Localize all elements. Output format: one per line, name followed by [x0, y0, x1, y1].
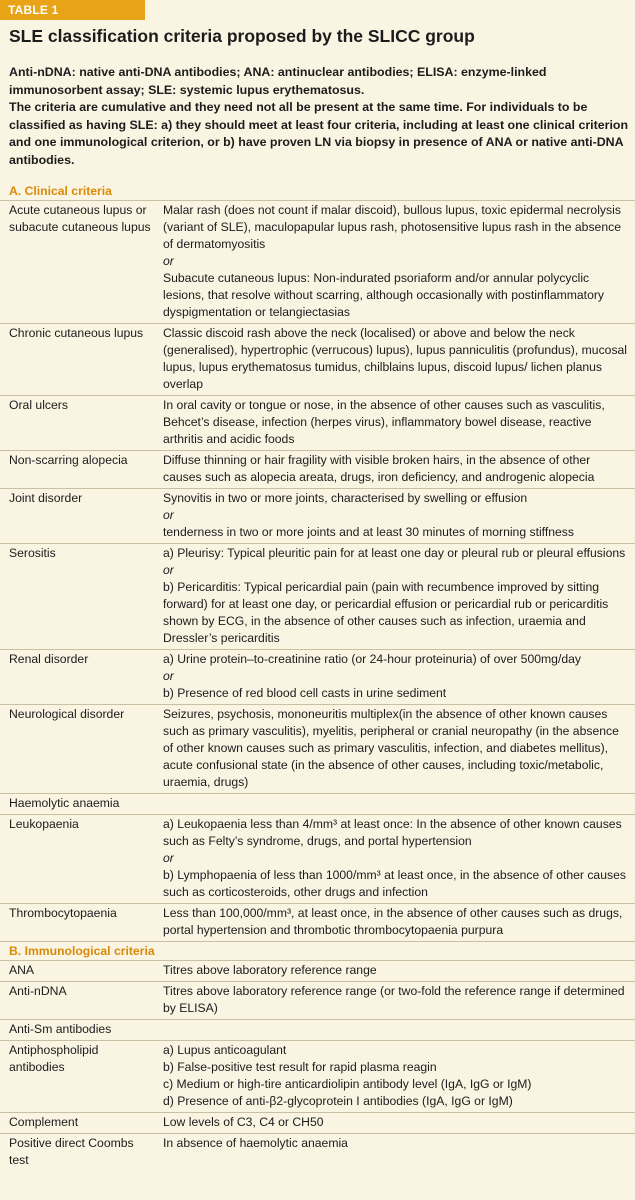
- criterion-name: Anti-Sm antibodies: [0, 1020, 155, 1041]
- table-row: [0, 489, 635, 544]
- criterion-name: Chronic cutaneous lupus: [0, 324, 155, 396]
- criterion-description: [155, 1113, 635, 1134]
- table-row: [0, 982, 635, 1020]
- criterion-line: a) Leukopaenia less than 4/mm³ at least once: In the absence of other known causes such as Felty’s syndrome, drugs, and portal hypertension: [163, 817, 622, 848]
- criterion-line: Titres above laboratory reference range: [163, 963, 377, 977]
- criteria-table: [0, 182, 635, 1171]
- criterion-description: [155, 705, 635, 794]
- criterion-name: Oral ulcers: [0, 396, 155, 451]
- or-separator: or: [163, 563, 174, 577]
- criterion-name: Leukopaenia: [0, 815, 155, 904]
- criterion-line: Titres above laboratory reference range (or two-fold the reference range if determined by ELISA): [163, 984, 625, 1015]
- section-heading-immunological: [0, 942, 635, 961]
- table-row: [0, 1020, 635, 1041]
- criterion-line: b) Pericarditis: Typical pericardial pain (pain with recumbence improved by sitting forward) for at least one day, or pericardial effusion or pericardial rub or pericarditis shown by ECG, in the absence of other causes such as infection, uraemia and Dressler’s pericarditis: [163, 580, 609, 645]
- table-row: [0, 544, 635, 650]
- section-heading-clinical: [0, 182, 635, 201]
- criterion-name: Serositis: [0, 544, 155, 650]
- criterion-name: Thrombocytopaenia: [0, 904, 155, 942]
- criterion-line: a) Urine protein–to-creatinine ratio (or 24-hour proteinuria) of over 500mg/day: [163, 652, 581, 666]
- criterion-line: a) Lupus anticoagulant: [163, 1043, 287, 1057]
- criterion-line: In absence of haemolytic anaemia: [163, 1136, 348, 1150]
- table-row: [0, 794, 635, 815]
- table-row: [0, 815, 635, 904]
- criterion-line: b) Lymphopaenia of less than 1000/mm³ at least once, in the absence of other causes such as corticosteroids, other drugs and infection: [163, 868, 626, 899]
- criterion-name: ANA: [0, 961, 155, 982]
- criterion-line: b) Presence of red blood cell casts in urine sediment: [163, 686, 447, 700]
- criterion-line: Classic discoid rash above the neck (localised) or above and below the neck (generalised), hypertrophic (verrucous) lupus), lupus panniculitis (profundus), mucosal lupus, lupus erythematosus tumidus, chilblains lupus, discoid lupus/ lichen planus overlap: [163, 326, 628, 391]
- criterion-description: [155, 961, 635, 982]
- criterion-description: [155, 794, 635, 815]
- criterion-line: Seizures, psychosis, mononeuritis multiplex(in the absence of other known causes such as primary vasculitis), myelitis, peripheral or cranial neuropathy (in the absence of other known causes such as primary vasculitis, infection, and diabetes mellitus), acute confusional state (in the absence of other causes, including toxic/metabolic, uraemia, drugs): [163, 707, 619, 789]
- section-heading-immunological-label: B. Immunological criteria: [0, 942, 635, 961]
- table-row: [0, 961, 635, 982]
- criterion-name: Non-scarring alopecia: [0, 451, 155, 489]
- or-separator: or: [163, 508, 174, 522]
- criterion-description: [155, 1020, 635, 1041]
- or-separator: or: [163, 851, 174, 865]
- or-separator: or: [163, 254, 174, 268]
- section-heading-clinical-label: A. Clinical criteria: [0, 182, 635, 201]
- criteria-table-body: [0, 182, 635, 1171]
- criterion-name: Positive direct Coombs test: [9, 1136, 134, 1167]
- criterion-description: [155, 201, 635, 324]
- table-row: [0, 324, 635, 396]
- table-title: SLE classification criteria proposed by the SLICC group: [9, 26, 475, 46]
- table-row: [0, 1041, 635, 1113]
- table-label-tag: TABLE 1: [0, 0, 145, 20]
- criterion-name: Antiphospholipid antibodies: [0, 1041, 155, 1113]
- criterion-description: [155, 544, 635, 650]
- table-row: [0, 1134, 635, 1172]
- criterion-line: c) Medium or high-tire anticardiolipin antibody level (IgA, IgG or IgM): [163, 1077, 532, 1091]
- or-separator: or: [163, 669, 174, 683]
- criterion-description: [155, 982, 635, 1020]
- criterion-name: Neurological disorder: [0, 705, 155, 794]
- criterion-line: Diffuse thinning or hair fragility with visible broken hairs, in the absence of other causes such as alopecia areata, drugs, iron deficiency, and androgenic alopecia: [163, 453, 595, 484]
- criterion-line: Low levels of C3, C4 or CH50: [163, 1115, 324, 1129]
- criteria-note: The criteria are cumulative and they need not all be present at the same time. For individuals to be classified as having SLE: a) they should meet at least four criteria, including at least one clinical criterion and one immunological criterion, or b) have proven LN via biopsy in presence of ANA or native anti-DNA antibodies.: [9, 100, 629, 167]
- criterion-line: Malar rash (does not count if malar discoid), bullous lupus, toxic epidermal necrolysis (variant of SLE), maculopapular lupus rash, photosensitive lupus rash in the absence of dermatomyositis: [163, 203, 621, 251]
- table-row: [0, 650, 635, 705]
- criterion-description: [155, 451, 635, 489]
- criterion-line: Subacute cutaneous lupus: Non-indurated psoriaform and/or annular polycyclic lesions, that resolve without scarring, although occasionally with postinflammatory dyspigmentation or telangiectasias: [163, 271, 604, 319]
- criterion-line: In oral cavity or tongue or nose, in the absence of other causes such as vasculitis, Behcet’s disease, infection (herpes virus), inflammatory bowel disease, reactive arthritis and acidic foods: [163, 398, 605, 446]
- criterion-name: Haemolytic anaemia: [0, 794, 155, 815]
- criterion-line: b) False-positive test result for rapid plasma reagin: [163, 1060, 437, 1074]
- criterion-description: [155, 904, 635, 942]
- criterion-name: Complement: [0, 1113, 155, 1134]
- table-row: [0, 201, 635, 324]
- table-row: [0, 451, 635, 489]
- criterion-line: d) Presence of anti-β2-glycoprotein I antibodies (IgA, IgG or IgM): [163, 1094, 513, 1108]
- criterion-description: [155, 489, 635, 544]
- criterion-line: Synovitis in two or more joints, characterised by swelling or effusion: [163, 491, 528, 505]
- table-intro: [9, 64, 629, 169]
- criterion-description: [155, 1041, 635, 1113]
- criterion-description: [155, 1134, 635, 1172]
- table-row: [0, 396, 635, 451]
- table-row: [0, 1113, 635, 1134]
- table-row: [0, 904, 635, 942]
- criterion-description: [155, 815, 635, 904]
- criterion-description: [155, 396, 635, 451]
- criterion-line: tenderness in two or more joints and at least 30 minutes of morning stiffness: [163, 525, 574, 539]
- criterion-name: Anti-nDNA: [0, 982, 155, 1020]
- criterion-name: Acute cutaneous lupus or subacute cutaneous lupus: [0, 201, 155, 324]
- criterion-description: [155, 324, 635, 396]
- criterion-line: Less than 100,000/mm³, at least once, in the absence of other causes such as drugs, portal hypertension and thrombotic thrombocytopaenia purpura: [163, 906, 623, 937]
- criterion-description: [155, 650, 635, 705]
- criterion-line: a) Pleurisy: Typical pleuritic pain for at least one day or pleural rub or pleural effusions: [163, 546, 626, 560]
- table-row: [0, 705, 635, 794]
- criterion-name: Joint disorder: [0, 489, 155, 544]
- abbreviations-note: Anti-nDNA: native anti-DNA antibodies; ANA: antinuclear antibodies; ELISA: enzyme-linked immunosorbent assay; SLE: systemic lupus erythematosus.: [9, 65, 547, 97]
- criterion-name: Renal disorder: [0, 650, 155, 705]
